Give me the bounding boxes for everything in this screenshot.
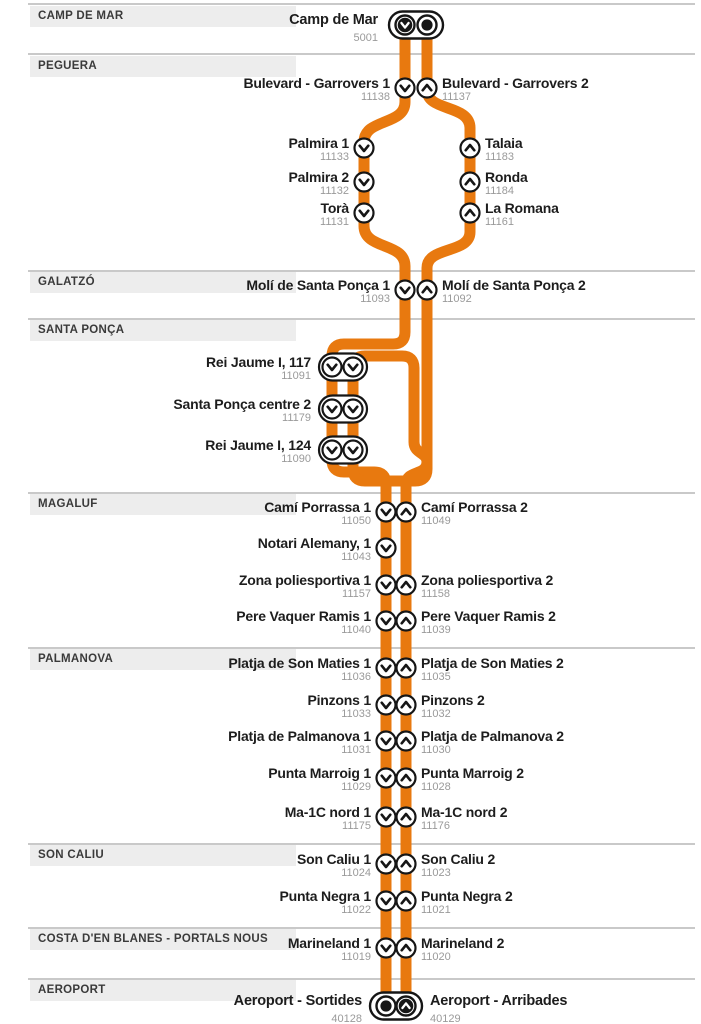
- stop-code: 11035: [421, 671, 451, 683]
- stop-name: Santa Ponça centre 2: [173, 396, 311, 412]
- stop-marker-down-icon: [377, 892, 396, 911]
- terminal-badge-camp-de-mar: [389, 12, 443, 39]
- stop-name: Rei Jaume I, 117: [206, 354, 311, 370]
- stop-marker-up-icon: [397, 808, 416, 827]
- stop-name: Bulevard - Garrovers 2: [442, 75, 589, 91]
- stop-marker-down-icon: [377, 855, 396, 874]
- terminal-start-up-icon: [397, 997, 416, 1016]
- stop-marker-up-icon: [397, 659, 416, 678]
- stop-marker-down-icon: [377, 503, 396, 522]
- stop-name: Torà: [320, 200, 349, 216]
- stop-marker-up-icon: [397, 732, 416, 751]
- stop-name: Punta Negra 2: [421, 888, 513, 904]
- stop-marker-up-icon: [397, 892, 416, 911]
- stop-code: 11138: [361, 91, 390, 103]
- stop-marker-down-icon: [377, 696, 396, 715]
- stop-name: Camí Porrassa 2: [421, 499, 528, 515]
- stop-name: La Romana: [485, 200, 559, 216]
- stop-marker-up-icon: [397, 769, 416, 788]
- stop-code: 11032: [421, 708, 451, 720]
- stop-code: 5001: [353, 32, 378, 44]
- section-label: PALMANOVA: [38, 653, 114, 665]
- stop-code: 11019: [341, 951, 371, 963]
- stop-name: Son Caliu 2: [421, 851, 496, 867]
- section-label: PEGUERA: [38, 60, 97, 72]
- stop-name: Aeroport - Arribades: [430, 993, 568, 1009]
- stop-code: 40129: [430, 1013, 461, 1024]
- loop-stop-badge: [319, 396, 367, 423]
- stop-code: 11043: [341, 551, 371, 563]
- stop-marker-down-icon: [377, 732, 396, 751]
- stop-marker-up-icon: [461, 139, 480, 158]
- stop-marker-up-icon: [418, 281, 437, 300]
- stop-name: Pinzons 1: [307, 692, 371, 708]
- stop-marker-down-icon: [377, 769, 396, 788]
- stop-code: 11039: [421, 624, 451, 636]
- stop-code: 40128: [331, 1013, 362, 1024]
- stop-name: Son Caliu 1: [296, 851, 371, 867]
- stop-name: Ma-1C nord 1: [284, 804, 371, 820]
- stop-marker-down-icon: [355, 139, 374, 158]
- section-label: SON CALIU: [38, 849, 104, 861]
- section-label: GALATZÓ: [38, 276, 95, 288]
- stop-code: 11020: [421, 951, 451, 963]
- stop-name: Camp de Mar: [289, 12, 378, 28]
- stop-code: 11040: [341, 624, 371, 636]
- stop-code: 11133: [320, 151, 349, 163]
- stop-marker-up-icon: [397, 576, 416, 595]
- stop-name: Platja de Palmanova 2: [421, 728, 564, 744]
- stop-code: 11183: [485, 151, 514, 163]
- stop-code: 11184: [485, 185, 514, 197]
- stop-marker-up-icon: [397, 855, 416, 874]
- stop-name: Camí Porrassa 1: [264, 499, 371, 515]
- stop-code: 11175: [342, 820, 371, 832]
- stop-marker-down-icon: [377, 612, 396, 631]
- section-label: CAMP DE MAR: [38, 10, 124, 22]
- stop-name: Palmira 2: [288, 169, 349, 185]
- stop-name: Punta Marroig 1: [268, 765, 371, 781]
- stop-code: 11029: [341, 781, 371, 793]
- stop-marker-down-icon: [377, 808, 396, 827]
- stop-name: Ronda: [485, 169, 528, 185]
- stop-marker-down-icon: [377, 659, 396, 678]
- stop-code: 11049: [421, 515, 451, 527]
- stop-code: 11161: [485, 216, 514, 228]
- stop-code: 11158: [421, 588, 450, 600]
- stop-name: Pere Vaquer Ramis 2: [421, 608, 556, 624]
- stop-name: Marineland 1: [287, 935, 371, 951]
- stop-marker-down-icon: [377, 939, 396, 958]
- stop-code: 11050: [341, 515, 371, 527]
- stop-code: 11028: [421, 781, 451, 793]
- stop-name: Platja de Son Maties 1: [228, 655, 371, 671]
- terminal-end-up-icon: [418, 16, 437, 35]
- stop-name: Marineland 2: [421, 935, 505, 951]
- stop-marker-up-icon: [397, 503, 416, 522]
- stop-code: 11132: [320, 185, 349, 197]
- stop-code: 11157: [342, 588, 371, 600]
- stop-name: Platja de Son Maties 2: [421, 655, 564, 671]
- stop-name: Palmira 1: [288, 135, 349, 151]
- stop-name: Pinzons 2: [421, 692, 485, 708]
- stop-name: Notari Alemany, 1: [257, 535, 371, 551]
- stop-code: 11091: [281, 370, 311, 382]
- stop-code: 11179: [282, 412, 311, 424]
- section-label: COSTA D'EN BLANES - PORTALS NOUS: [38, 933, 268, 945]
- stop-code: 11131: [320, 216, 349, 228]
- section-label: AEROPORT: [38, 984, 106, 996]
- section-label: MAGALUF: [38, 498, 98, 510]
- stop-name: Molí de Santa Ponça 1: [246, 277, 390, 293]
- stop-name: Aeroport - Sortides: [233, 993, 362, 1009]
- stop-name: Talaia: [485, 135, 523, 151]
- stop-marker-up-icon: [397, 612, 416, 631]
- stop-code: 11092: [442, 293, 472, 305]
- stop-code: 11036: [341, 671, 371, 683]
- stop-name: Platja de Palmanova 1: [228, 728, 371, 744]
- stop-marker-down-icon: [377, 576, 396, 595]
- terminal-start-down-icon: [396, 16, 415, 35]
- stop-code: 11090: [281, 453, 311, 465]
- stop-code: 11022: [341, 904, 371, 916]
- stop-marker-down-icon: [396, 79, 415, 98]
- stop-code: 11021: [421, 904, 451, 916]
- stop-code: 11033: [341, 708, 371, 720]
- stop-marker-up-icon: [418, 79, 437, 98]
- stop-name: Bulevard - Garrovers 1: [243, 75, 390, 91]
- stop-marker-down-icon: [355, 204, 374, 223]
- stop-code: 11030: [421, 744, 451, 756]
- stop-code: 11023: [421, 867, 451, 879]
- loop-stop-badge: [319, 437, 367, 464]
- stop-marker-up-icon: [461, 173, 480, 192]
- stop-name: Zona poliesportiva 1: [238, 572, 371, 588]
- stop-marker-up-icon: [461, 204, 480, 223]
- stop-name: Zona poliesportiva 2: [421, 572, 554, 588]
- stop-name: Pere Vaquer Ramis 1: [236, 608, 371, 624]
- stop-marker-up-icon: [397, 939, 416, 958]
- stop-code: 11031: [341, 744, 371, 756]
- loop-stop-badge: [319, 354, 367, 381]
- stop-name: Punta Marroig 2: [421, 765, 524, 781]
- stop-code: 11093: [360, 293, 390, 305]
- terminal-badge-aeroport: [370, 993, 422, 1020]
- terminal-end-down-icon: [377, 997, 396, 1016]
- section-label: SANTA PONÇA: [38, 324, 125, 336]
- stop-name: Molí de Santa Ponça 2: [442, 277, 586, 293]
- stop-name: Ma-1C nord 2: [421, 804, 508, 820]
- stop-marker-down-icon: [377, 539, 396, 558]
- stop-marker-down-icon: [396, 281, 415, 300]
- stop-marker-up-icon: [397, 696, 416, 715]
- stop-code: 11024: [341, 867, 371, 879]
- stop-code: 11137: [442, 91, 471, 103]
- stop-code: 11176: [421, 820, 450, 832]
- stop-marker-down-icon: [355, 173, 374, 192]
- stop-name: Rei Jaume I, 124: [205, 437, 311, 453]
- stop-name: Punta Negra 1: [279, 888, 371, 904]
